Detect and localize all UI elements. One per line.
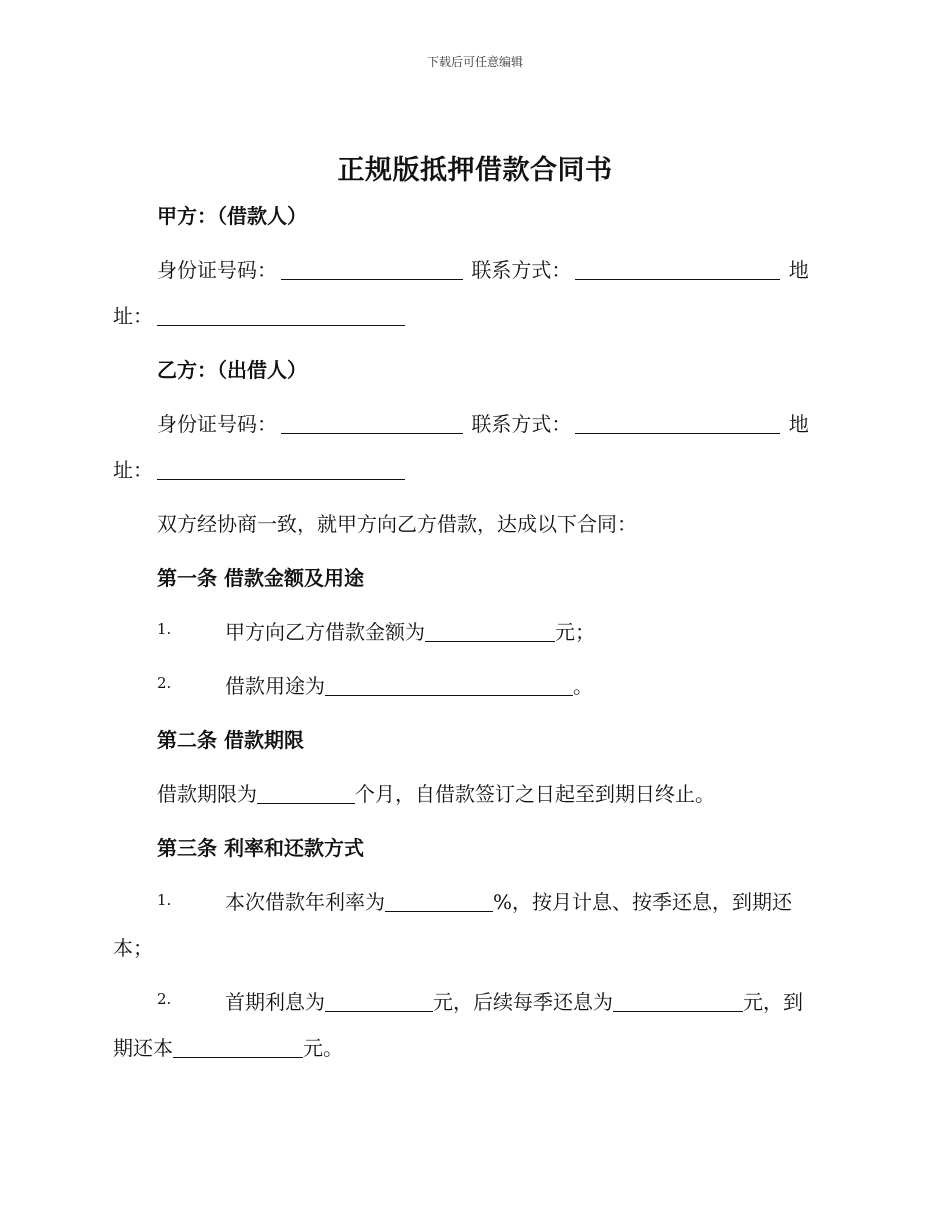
party-a-contact-label: 联系方式： <box>471 258 572 282</box>
article-3-item-1 <box>225 886 792 915</box>
loan-term-blank[interactable] <box>257 783 355 804</box>
loan-amount-unit: 元； <box>555 620 595 644</box>
party-b-heading: 乙方：（出借人） <box>157 358 307 382</box>
first-interest-label: 首期利息为 <box>225 990 325 1014</box>
interest-rate-label: 本次借款年利率为 <box>225 890 385 914</box>
article-3-heading: 第三条 利率和还款方式 <box>157 836 364 860</box>
article-3-item-2 <box>225 986 803 1015</box>
article-2-heading: 第二条 借款期限 <box>157 728 304 752</box>
article-3-item-2-continued <box>113 1032 343 1061</box>
document-title: 正规版抵押借款合同书 <box>337 155 613 186</box>
party-a-id-blank[interactable] <box>281 259 463 280</box>
principal-blank[interactable] <box>173 1037 303 1058</box>
party-b-address-blank[interactable] <box>157 459 405 480</box>
article-1-item-2 <box>225 670 593 699</box>
party-b-id-label: 身份证号码： <box>157 412 277 436</box>
party-b-id-blank[interactable] <box>281 413 463 434</box>
quarterly-interest-blank[interactable] <box>613 991 743 1012</box>
party-a-id-label: 身份证号码： <box>157 258 277 282</box>
loan-amount-blank[interactable] <box>425 621 555 642</box>
article-1-item-1-number: 1. <box>157 620 172 638</box>
article-3-item-2-number: 2. <box>157 990 172 1008</box>
party-a-address-blank[interactable] <box>157 305 405 326</box>
party-b-contact-label: 联系方式： <box>471 412 572 436</box>
party-a-address-label-end: 址： <box>113 304 153 328</box>
first-interest-blank[interactable] <box>325 991 433 1012</box>
party-a-heading: 甲方：（借款人） <box>157 204 307 228</box>
contract-intro: 双方经协商一致，就甲方向乙方借款，达成以下合同： <box>157 512 637 536</box>
party-b-contact-blank[interactable] <box>575 413 780 434</box>
party-a-contact-blank[interactable] <box>575 259 780 280</box>
loan-amount-label: 甲方向乙方借款金额为 <box>225 620 425 644</box>
party-b-address-line <box>113 454 405 483</box>
interest-rate-blank[interactable] <box>385 891 493 912</box>
quarterly-interest-label: 元，后续每季还息为 <box>433 990 613 1014</box>
article-1-item-2-number: 2. <box>157 674 172 692</box>
party-b-address-label-end: 址： <box>113 458 153 482</box>
article-3-item-1-number: 1. <box>157 891 172 909</box>
party-b-info-line <box>157 408 809 437</box>
loan-purpose-blank[interactable] <box>325 675 573 696</box>
page-header-note: 下载后可任意编辑 <box>426 55 523 69</box>
quarterly-interest-unit: 元，到 <box>743 990 803 1014</box>
article-1-item-1 <box>225 616 595 645</box>
article-2-text <box>157 778 715 807</box>
loan-term-label: 借款期限为 <box>157 782 257 806</box>
article-3-item-1-continued: 本； <box>113 936 153 960</box>
interest-rate-rest: %，按月计息、按季还息，到期还 <box>493 890 793 914</box>
party-b-address-label-start: 地 <box>788 412 809 436</box>
loan-term-rest: 个月，自借款签订之日起至到期日终止。 <box>355 782 715 806</box>
loan-purpose-end: 。 <box>573 674 593 698</box>
loan-purpose-label: 借款用途为 <box>225 674 325 698</box>
party-a-address-label-start: 地 <box>788 258 809 282</box>
article-1-heading: 第一条 借款金额及用途 <box>157 566 364 590</box>
party-a-address-line <box>113 300 405 329</box>
principal-label: 期还本 <box>113 1036 173 1060</box>
party-a-info-line <box>157 254 809 283</box>
principal-unit: 元。 <box>303 1036 343 1060</box>
